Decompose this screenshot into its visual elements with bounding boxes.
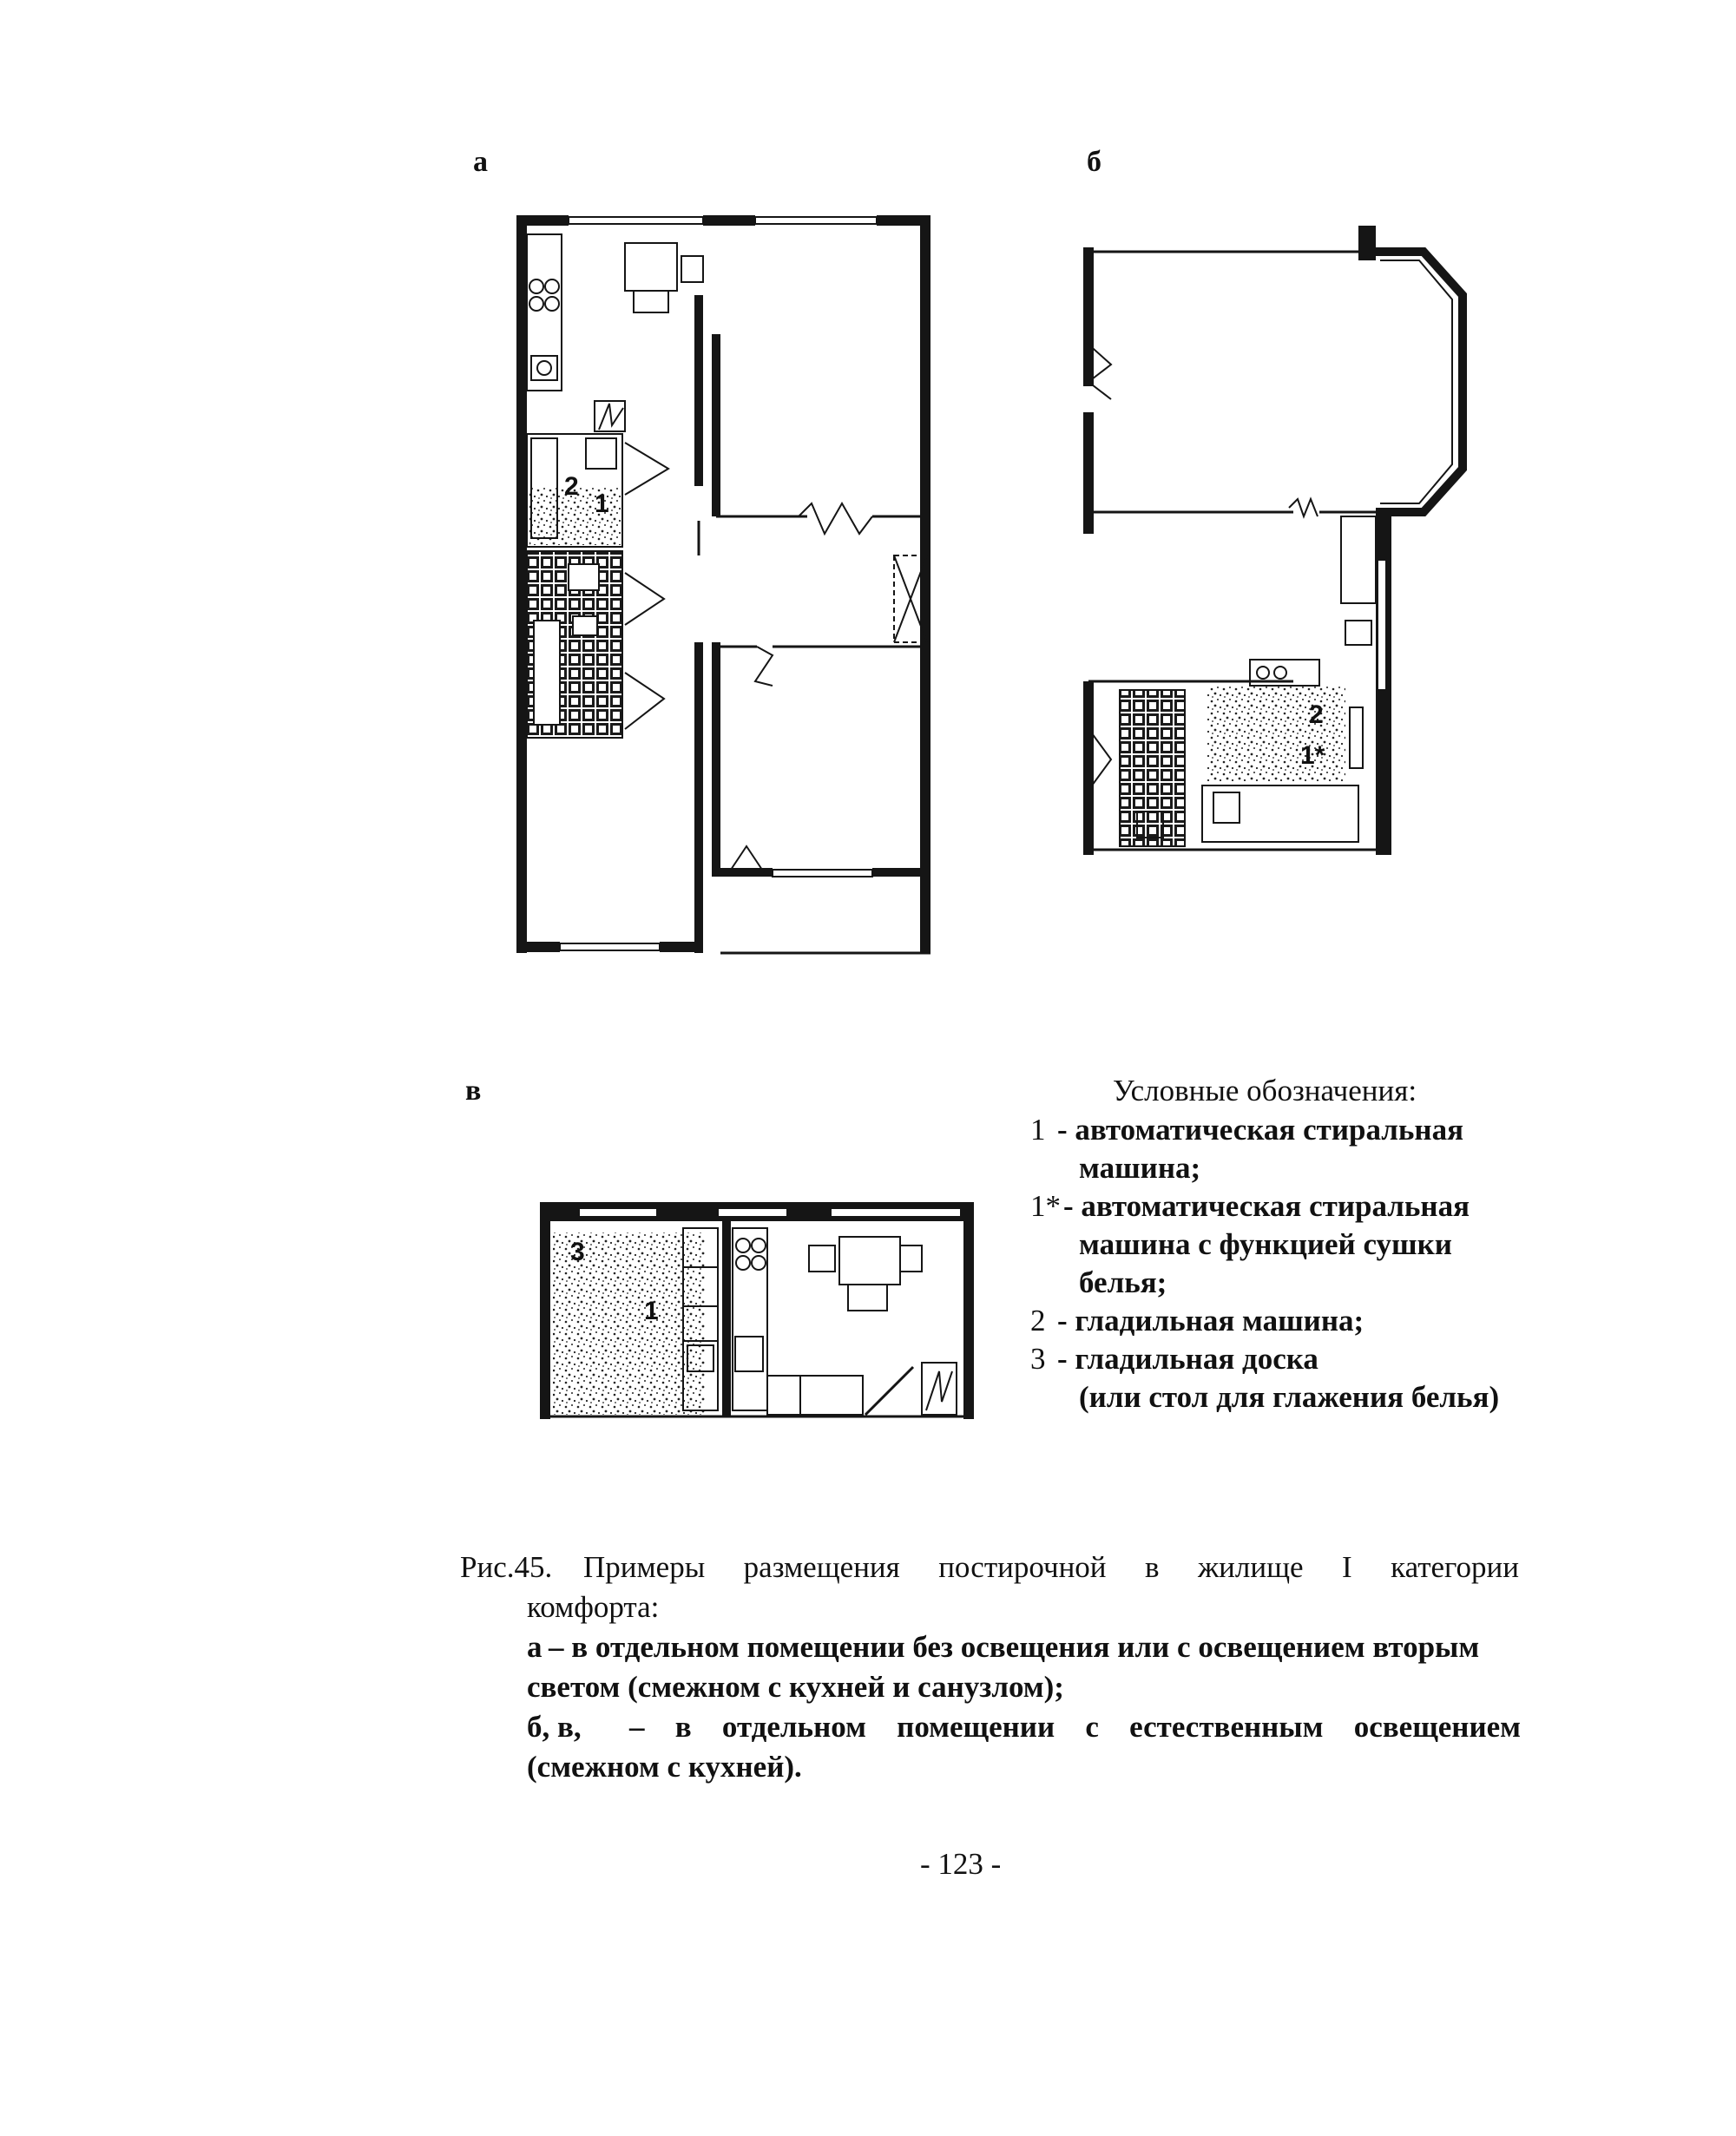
legend-item-1s-line-2: машина с функцией сушки	[1079, 1227, 1452, 1261]
caption-a-text-2: светом (смежном с кухней и санузлом);	[527, 1670, 1064, 1704]
caption-a-label: а	[527, 1630, 542, 1664]
caption-bv-text-1: – в отдельном помещении с естественным освещением	[629, 1710, 1521, 1744]
plan-b-number-2: 2	[1309, 700, 1324, 729]
plan-a-number-1: 1	[595, 490, 609, 518]
legend-key-1s: 1*	[1030, 1189, 1061, 1223]
legend-item-1s-line-3: белья;	[1079, 1265, 1167, 1299]
legend-title: Условные обозначения:	[1113, 1074, 1417, 1107]
plan-label-b: б	[1087, 146, 1101, 178]
floor-plan-v	[540, 1198, 974, 1428]
caption-bv-text-2: (смежном с кухней).	[527, 1750, 802, 1784]
legend-item-3-line-1: - гладильная доска	[1057, 1342, 1318, 1376]
page-number: - 123 -	[920, 1847, 1002, 1881]
plan-b-number-1s: 1*	[1300, 741, 1325, 770]
legend-item-3-line-2: (или стол для глажения белья)	[1079, 1380, 1500, 1414]
caption-prefix: Рис.45.	[460, 1550, 553, 1584]
legend-item-2-line-1: - гладильная машина;	[1057, 1304, 1364, 1337]
plan-label-v: в	[465, 1075, 482, 1107]
legend-item-1-line-2: машина;	[1079, 1151, 1201, 1185]
caption-a-text-1: – в отдельном помещении без освещения или с освещением вторым	[549, 1630, 1480, 1664]
legend-item-1s-line-1: - автоматическая стиральная	[1063, 1189, 1470, 1223]
caption-line-1: Примеры размещения постирочной в жилище I категории	[583, 1550, 1519, 1584]
plan-v-number-3: 3	[570, 1238, 585, 1266]
caption-bv-label: б, в,	[527, 1710, 582, 1744]
legend-key-2: 2	[1030, 1304, 1046, 1337]
plan-a-number-2: 2	[564, 472, 579, 501]
plan-v-number-1: 1	[644, 1297, 659, 1325]
caption-line-2: комфорта:	[527, 1590, 660, 1624]
plan-label-a: а	[473, 146, 488, 178]
floor-plan-b	[1076, 213, 1458, 855]
floor-plan-a	[512, 208, 981, 972]
legend-key-1: 1	[1030, 1113, 1046, 1147]
legend-key-3: 3	[1030, 1342, 1046, 1376]
legend-item-1-line-1: - автоматическая стиральная	[1057, 1113, 1464, 1147]
